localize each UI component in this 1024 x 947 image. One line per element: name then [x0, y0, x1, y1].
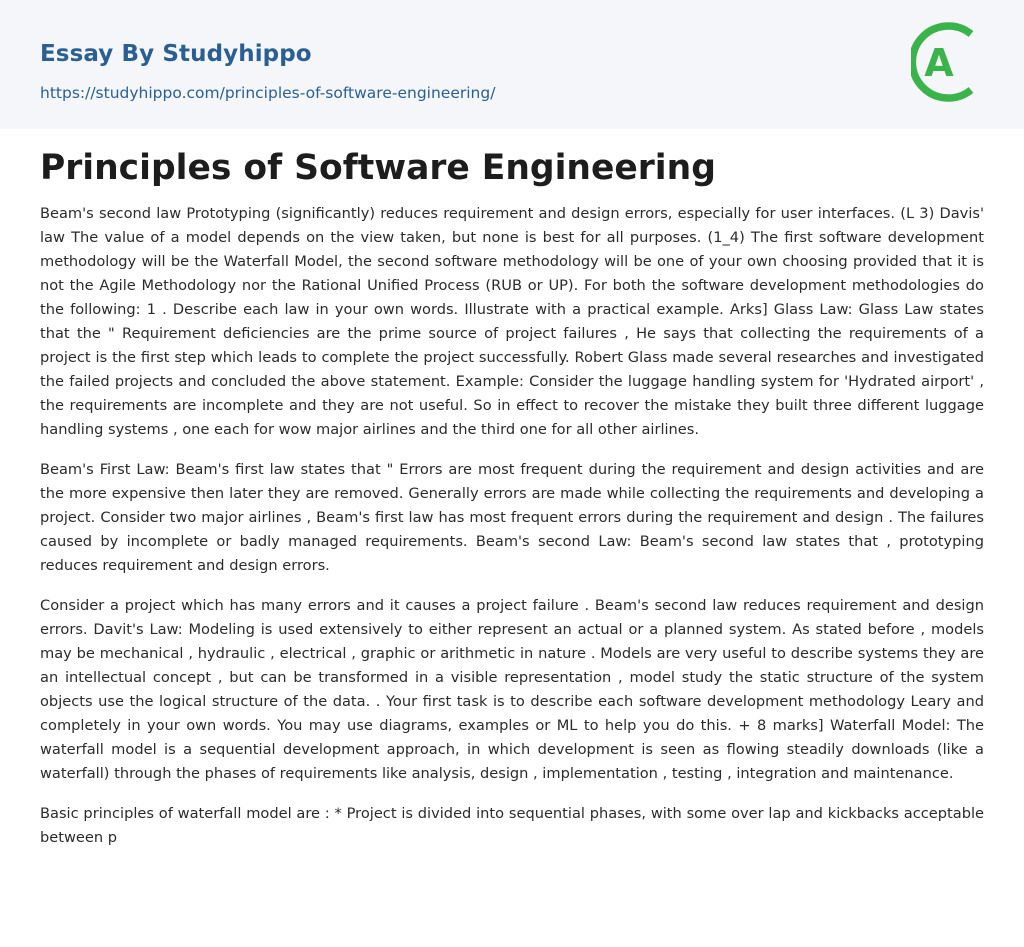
page-url-link[interactable]: https://studyhippo.com/principles-of-software-engineering/ [40, 84, 496, 102]
article-paragraph: Beam's second law Prototyping (significantly) reduces requirement and design errors, especially for user interfaces. (L 3) Davis' law The value of a model depends on the view taken, but none is best for all purposes. (1_4) The first software development methodology will be the Waterfall Model, the second software methodology will be one of your own choosing provided that it is not the Agile Methodology nor the Rational Unified Process (RUB or UP). For both the software development methodologies do the following: 1 . Describe each law in your own words. Illustrate with a practical example. Arks] Glass Law: Glass Law states that the " Requirement deficiencies are the prime source of project failures , He says that collecting the requirements of a project is the first step which leads to complete the project successfully. Robert Glass made several researches and investigated the failed projects and concluded the above statement. Example: Consider the luggage handling system for 'Hydrated airport' , the requirements are incomplete and they are not useful. So in effect to recover the mistake they built three different luggage handling systems , one each for wow major airlines and the third one for all other airlines. [40, 205, 984, 438]
article-title: Principles of Software Engineering [40, 148, 716, 188]
article-paragraph: Basic principles of waterfall model are : * Project is divided into sequential phases, with some over lap and kickbacks acceptable between p [40, 805, 984, 846]
site-header [0, 0, 1024, 129]
article-paragraph: Beam's First Law: Beam's first law states that " Errors are most frequent during the requirement and design activities and are the more expensive then later they are removed. Generally errors are made while collecting the requirements and developing a project. Consider two major airlines , Beam's first law has most frequent errors during the requirement and design . The failures caused by incomplete or badly managed requirements. Beam's second Law: Beam's second law states that , prototyping reduces requirement and design errors. [40, 461, 984, 574]
article [40, 146, 984, 866]
logo-letter: A [924, 41, 954, 85]
studyhippo-logo-icon[interactable] [911, 18, 987, 106]
article-paragraph: Consider a project which has many errors and it causes a project failure . Beam's second law reduces requirement and design errors. Davit's Law: Modeling is used extensively to either represent an actual or a planned system. As stated before , models may be mechanical , hydraulic , electrical , graphic or arithmetic in nature . Models are very useful to describe systems they are an intellectual concept , but can be transformed in a visible representation , model study the static structure of the system objects use the logical structure of the data. . Your first task is to describe each software development methodology Leary and completely in your own words. You may use diagrams, examples or ML to help you do this. + 8 marks] Waterfall Model: The waterfall model is a sequential development approach, in which development is seen as flowing steadily downloads (like a waterfall) through the phases of requirements like analysis, design , implementation , testing , integration and maintenance. [40, 597, 984, 782]
site-brand[interactable]: Essay By Studyhippo [40, 41, 312, 67]
